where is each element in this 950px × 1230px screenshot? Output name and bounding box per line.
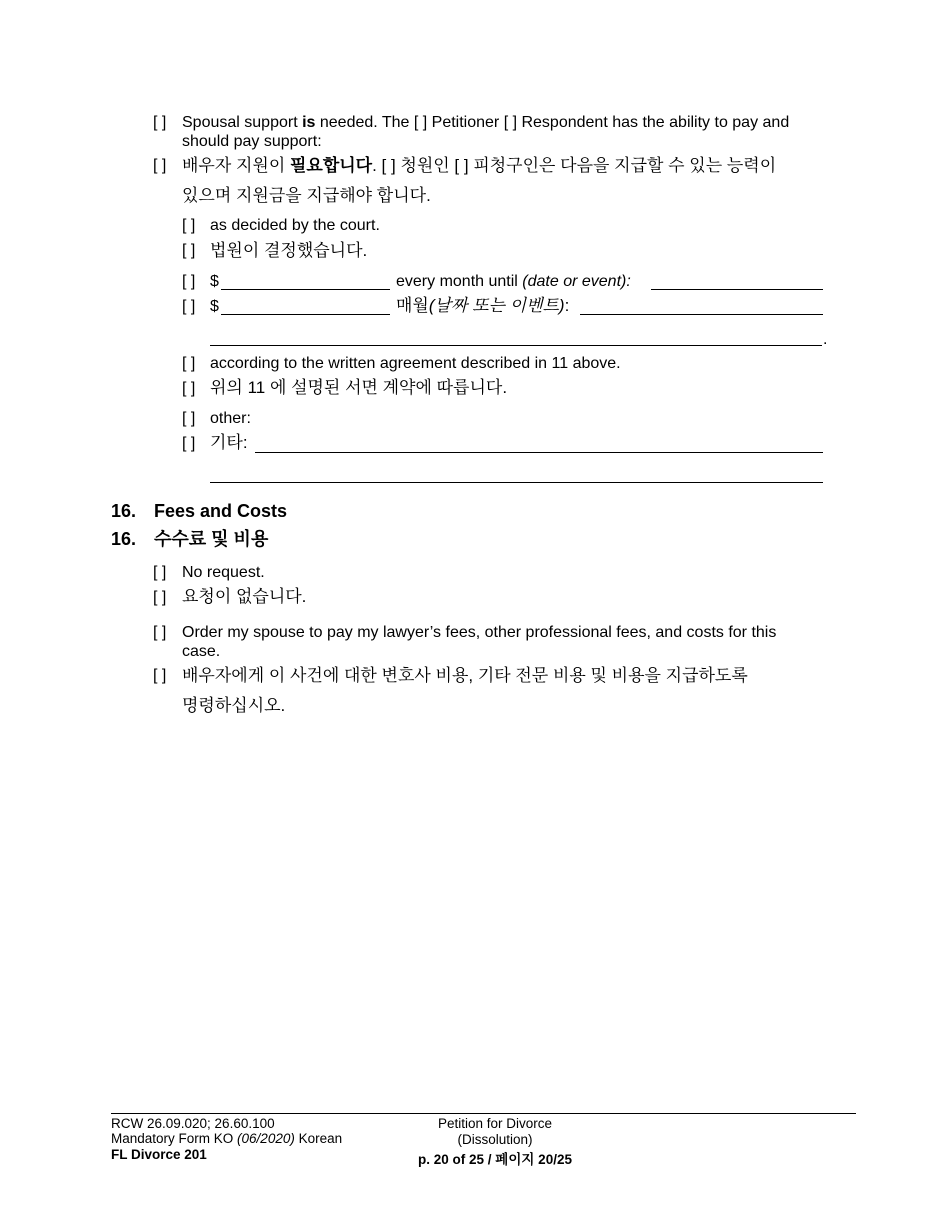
- other-ko: 기타:: [210, 433, 248, 452]
- footer-title1: Petition for Divorce: [437, 1116, 553, 1131]
- footer-page: p. 20 of 25 / 페이지 20/25: [418, 1152, 572, 1167]
- order-fees-ko-line2: 명령하십시오.: [182, 696, 286, 715]
- agreement-ko: 위의 11 에 설명된 서면 계약에 따릅니다.: [210, 378, 508, 397]
- other-checkbox[interactable]: [ ]: [182, 410, 196, 427]
- amount-field[interactable]: [221, 289, 390, 290]
- other-en: other:: [210, 410, 251, 427]
- section-16-title-en: Fees and Costs: [154, 501, 288, 521]
- no-request-ko: 요청이 없습니다.: [182, 587, 307, 606]
- until-date-field[interactable]: [651, 289, 823, 290]
- footer-rcw: RCW 26.09.020; 26.60.100: [111, 1116, 275, 1131]
- agreement-checkbox[interactable]: [ ]: [182, 355, 196, 372]
- section-16-title-ko: 수수료 및 비용: [154, 529, 269, 549]
- date-continuation-field[interactable]: [210, 345, 822, 346]
- court-decided-en: as decided by the court.: [210, 217, 380, 234]
- spousal-support-ko-checkbox[interactable]: [ ]: [153, 157, 167, 174]
- order-fees-ko-checkbox[interactable]: [ ]: [153, 667, 167, 684]
- section-16-number: 16.: [111, 501, 137, 521]
- order-fees-en-line2: case.: [182, 643, 221, 660]
- footer-mandatory: Mandatory Form KO (06/2020) Korean: [111, 1131, 343, 1146]
- no-request-ko-checkbox[interactable]: [ ]: [153, 589, 167, 606]
- spousal-support-ko-line1: 배우자 지원이 필요합니다. [ ] 청원인 [ ] 피청구인은 다음을 지급할 수 있는 능력이: [182, 156, 777, 175]
- agreement-en: according to the written agreement described in 11 above.: [210, 355, 621, 372]
- agreement-ko-checkbox[interactable]: [ ]: [182, 380, 196, 397]
- other-ko-checkbox[interactable]: [ ]: [182, 435, 196, 452]
- no-request-checkbox[interactable]: [ ]: [153, 564, 167, 581]
- period: .: [823, 331, 828, 348]
- footer-form-id: FL Divorce 201: [111, 1147, 207, 1162]
- spousal-support-en-line2: should pay support:: [182, 133, 322, 150]
- order-fees-checkbox[interactable]: [ ]: [153, 624, 167, 641]
- footer-title2: (Dissolution): [457, 1132, 533, 1147]
- monthly-until-en: every month until (date or event):: [396, 273, 631, 290]
- section-16-number-ko: 16.: [111, 529, 137, 549]
- monthly-until-ko: 매월(날짜 또는 이벤트):: [396, 296, 570, 315]
- until-date-field-ko[interactable]: [580, 314, 823, 315]
- order-fees-ko-line1: 배우자에게 이 사건에 대한 변호사 비용, 기타 전문 비용 및 비용을 지급하도록: [182, 666, 748, 685]
- court-decided-ko-checkbox[interactable]: [ ]: [182, 242, 196, 259]
- spousal-support-checkbox[interactable]: [ ]: [153, 114, 167, 131]
- other-field[interactable]: [255, 452, 823, 453]
- order-fees-en-line1: Order my spouse to pay my lawyer’s fees, other professional fees, and costs for this: [182, 624, 777, 641]
- amount-field-ko[interactable]: [221, 314, 390, 315]
- spousal-support-ko-line2: 있으며 지원금을 지급해야 합니다.: [182, 186, 431, 205]
- court-decided-checkbox[interactable]: [ ]: [182, 217, 196, 234]
- footer-rule: [111, 1113, 856, 1114]
- dollar-sign-ko: $: [210, 298, 219, 315]
- court-decided-ko: 법원이 결정했습니다.: [210, 241, 368, 260]
- no-request-en: No request.: [182, 564, 265, 581]
- other-field-line2[interactable]: [210, 482, 823, 483]
- spousal-support-en-line1: Spousal support is needed. The [ ] Petitioner [ ] Respondent has the ability to pay and: [182, 114, 790, 131]
- monthly-amount-ko-checkbox[interactable]: [ ]: [182, 298, 196, 315]
- dollar-sign: $: [210, 273, 219, 290]
- monthly-amount-checkbox[interactable]: [ ]: [182, 273, 196, 290]
